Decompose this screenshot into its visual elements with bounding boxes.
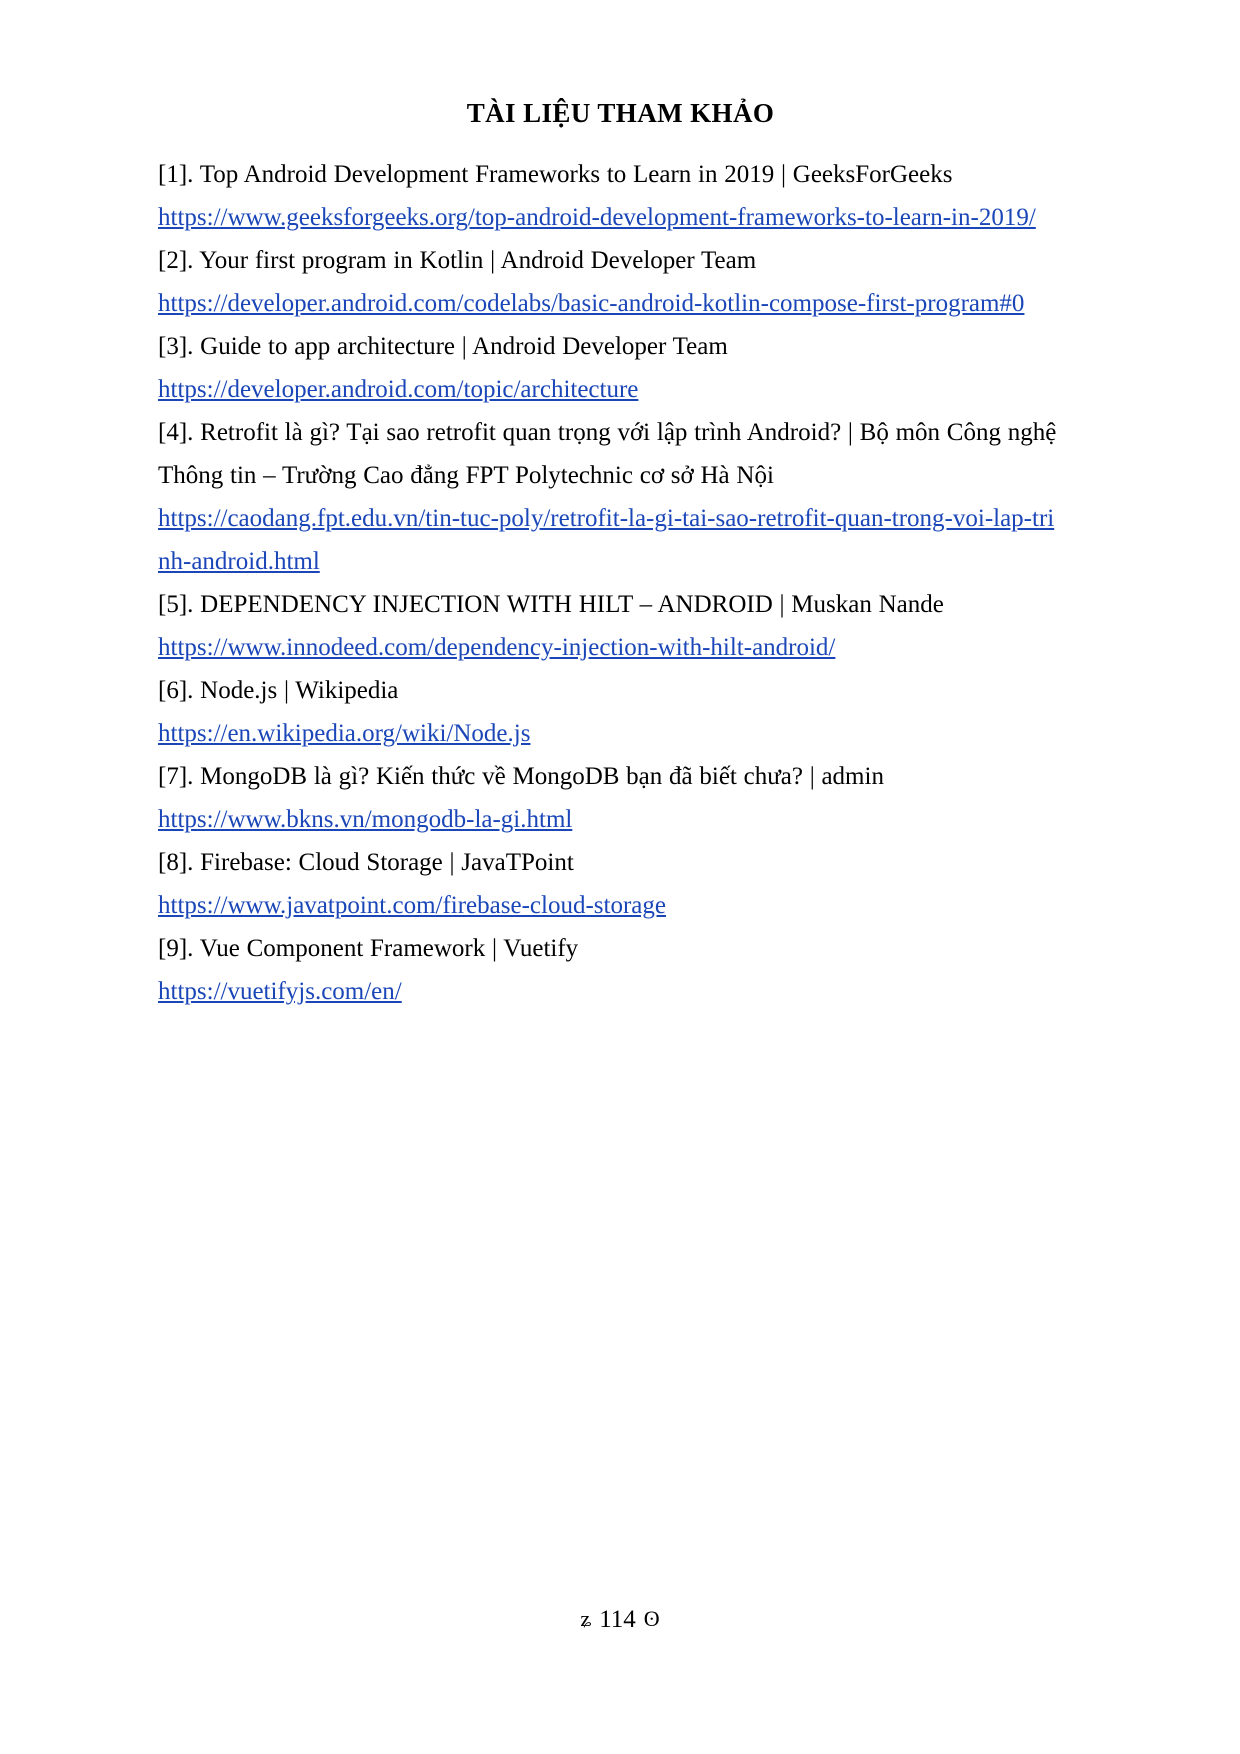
reference-entry <box>158 153 1083 239</box>
reference-link[interactable]: https://www.innodeed.com/dependency-injection-with-hilt-android/ <box>158 634 836 662</box>
reference-text: [1]. Top Android Development Frameworks to Learn in 2019 | GeeksForGeeks <box>158 161 953 189</box>
reference-entry <box>158 239 1083 325</box>
reference-entry <box>158 841 1083 927</box>
reference-text: [8]. Firebase: Cloud Storage | JavaTPoint <box>158 849 574 877</box>
reference-link[interactable]: https://vuetifyjs.com/en/ <box>158 978 402 1006</box>
reference-link[interactable]: https://www.javatpoint.com/firebase-cloud-storage <box>158 892 666 920</box>
reference-link[interactable]: https://www.bkns.vn/mongodb-la-gi.html <box>158 806 573 834</box>
reference-text: [9]. Vue Component Framework | Vuetify <box>158 935 579 963</box>
right-ornament-icon: ʘ <box>643 1606 660 1631</box>
reference-entry <box>158 669 1083 755</box>
reference-text: [7]. MongoDB là gì? Kiến thức về MongoDB bạn đã biết chưa? | admin <box>158 763 884 791</box>
reference-entry <box>158 411 1083 583</box>
reference-entry <box>158 583 1083 669</box>
left-ornament-icon: ʑ <box>580 1606 592 1631</box>
reference-link[interactable]: https://developer.android.com/codelabs/basic-android-kotlin-compose-first-program#0 <box>158 290 1025 318</box>
reference-text: [5]. DEPENDENCY INJECTION WITH HILT – ANDROID | Muskan Nande <box>158 591 944 619</box>
page-number: 114 <box>599 1606 636 1633</box>
reference-link[interactable]: https://www.geeksforgeeks.org/top-android-development-frameworks-to-learn-in-2019/ <box>158 204 1036 232</box>
reference-text: [3]. Guide to app architecture | Android Developer Team <box>158 333 728 361</box>
page-content <box>158 96 1083 1013</box>
page-title: TÀI LIỆU THAM KHẢO <box>466 98 775 128</box>
reference-text: [6]. Node.js | Wikipedia <box>158 677 399 705</box>
reference-text: [4]. Retrofit là gì? Tại sao retrofit quan trọng với lập trình Android? | Bộ môn Công nghệ Thông tin – Trường Cao đẳng FPT Polytechnic cơ sở Hà Nội <box>158 419 1057 490</box>
reference-link[interactable]: https://caodang.fpt.edu.vn/tin-tuc-poly/retrofit-la-gi-tai-sao-retrofit-quan-trong-voi-lap-trinh-android.html <box>158 505 1055 576</box>
reference-link[interactable]: https://en.wikipedia.org/wiki/Node.js <box>158 720 531 748</box>
reference-entry <box>158 755 1083 841</box>
reference-text: [2]. Your first program in Kotlin | Android Developer Team <box>158 247 757 275</box>
reference-entry <box>158 927 1083 1013</box>
page-footer <box>0 1606 1240 1634</box>
reference-link[interactable]: https://developer.android.com/topic/architecture <box>158 376 639 404</box>
reference-entry <box>158 325 1083 411</box>
